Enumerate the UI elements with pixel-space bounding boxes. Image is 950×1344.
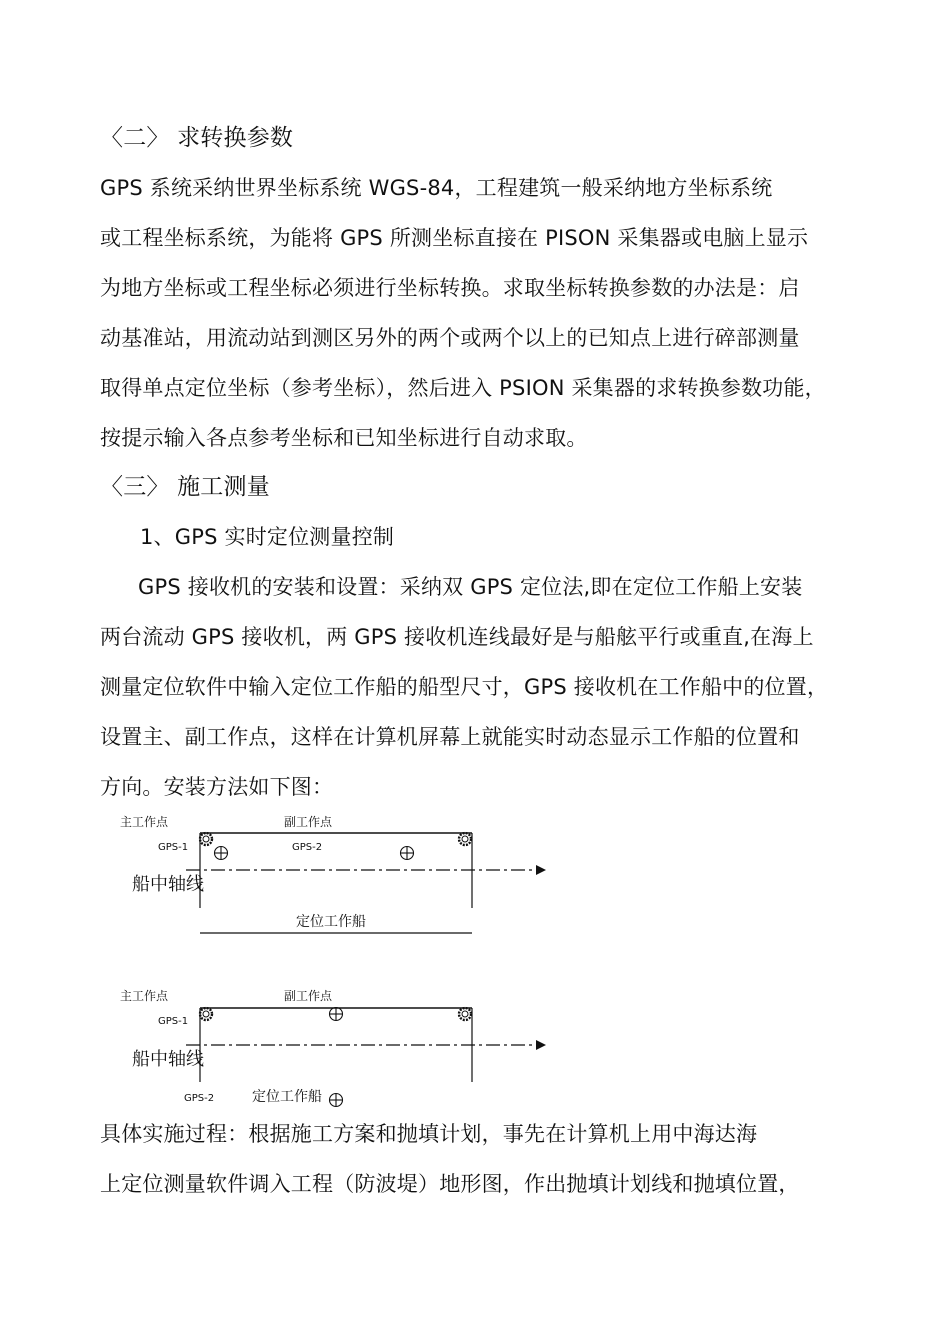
main-work-point-icon (200, 833, 212, 845)
ship-label: 定位工作船 (296, 914, 366, 930)
aux-work-point-icon (459, 1008, 471, 1020)
paragraph-line: 或工程坐标系统，为能将 GPS 所测坐标直接在 PISON 采集器或电脑上显示 (100, 226, 809, 250)
main-point-label: 主工作点 (120, 815, 169, 829)
ship-axis-label: 船中轴线 (132, 1049, 204, 1070)
main-point-label: 主工作点 (120, 989, 169, 1003)
section-heading-2: 〈二〉 求转换参数 (100, 125, 294, 151)
subheading-gps-control: 1、GPS 实时定位测量控制 (140, 525, 395, 549)
axis-arrow-icon (536, 865, 546, 875)
paragraph-line: GPS 接收机的安装和设置：采纳双 GPS 定位法,即在定位工作船上安装 (138, 575, 803, 599)
gps2-receiver-icon (401, 847, 414, 860)
ship-label: 定位工作船 (252, 1089, 322, 1105)
aux-work-point-icon (459, 833, 471, 845)
gps-layout-diagram-2 (100, 985, 560, 1110)
paragraph-line: 方向。安装方法如下图： (100, 775, 334, 799)
gps2-receiver-icon (330, 1094, 343, 1107)
ship-axis-label: 船中轴线 (132, 874, 204, 895)
gps1-receiver-icon (330, 1008, 343, 1021)
main-work-point-icon (200, 1008, 212, 1020)
aux-point-label: 副工作点 (284, 815, 333, 829)
gps-layout-diagram-1 (100, 810, 560, 940)
paragraph-line: 动基准站，用流动站到测区另外的两个或两个以上的已知点上进行碎部测量 (100, 326, 800, 350)
gps2-label: GPS-2 (292, 842, 323, 853)
aux-point-label: 副工作点 (284, 989, 333, 1003)
paragraph-line: 按提示输入各点参考坐标和已知坐标进行自动求取。 (100, 426, 588, 450)
paragraph-line: 取得单点定位坐标（参考坐标），然后进入 PSION 采集器的求转换参数功能， (100, 376, 826, 400)
axis-arrow-icon (536, 1040, 546, 1050)
paragraph-line: 两台流动 GPS 接收机，两 GPS 接收机连线最好是与船舷平行或重直,在海上 (100, 625, 814, 649)
paragraph-line: 为地方坐标或工程坐标必须进行坐标转换。求取坐标转换参数的办法是：启 (100, 276, 800, 300)
paragraph-line: 设置主、副工作点，这样在计算机屏幕上就能实时动态显示工作船的位置和 (100, 725, 800, 749)
gps1-receiver-icon (215, 847, 228, 860)
gps2-label: GPS-2 (184, 1093, 215, 1104)
paragraph-line: 具体实施过程：根据施工方案和抛填计划，事先在计算机上用中海达海 (100, 1122, 758, 1146)
paragraph-line: GPS 系统采纳世界坐标系统 WGS-84，工程建筑一般采纳地方坐标系统 (100, 176, 773, 200)
gps1-label: GPS-1 (158, 842, 189, 853)
gps1-label: GPS-1 (158, 1016, 189, 1027)
paragraph-line: 上定位测量软件调入工程（防波堤）地形图，作出抛填计划线和抛填位置， (100, 1172, 800, 1196)
section-heading-3: 〈三〉 施工测量 (100, 474, 270, 500)
paragraph-line: 测量定位软件中输入定位工作船的船型尺寸，GPS 接收机在工作船中的位置， (100, 675, 829, 699)
